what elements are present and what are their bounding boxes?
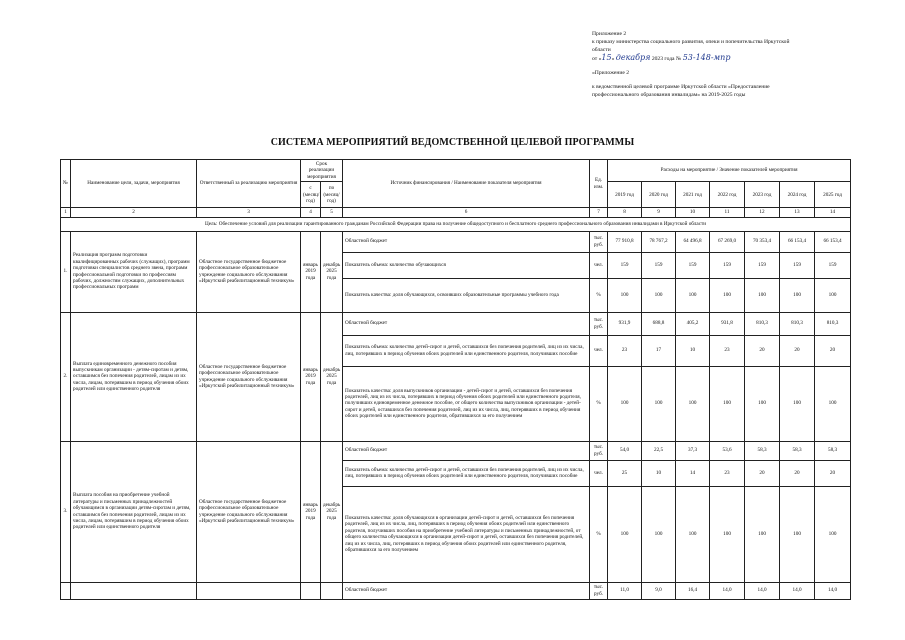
value-cell: 100	[780, 366, 815, 441]
value-cell: 17	[642, 335, 676, 366]
appendix-block	[592, 30, 892, 99]
value-cell: 405,2	[676, 312, 710, 335]
unit-cell: %	[590, 486, 608, 582]
value-cell: 11,0	[608, 582, 642, 599]
activity-name: Выплата единовременного денежного пособия выпускникам организации - детям-сиротам и детям, оставшимся без попечения родителей, лицам из их числа, лицам, потерявшим в период обучения обоих родителей или единственного родителя	[71, 312, 197, 441]
value-cell: 931,8	[710, 312, 745, 335]
value-cell: 22,5	[642, 441, 676, 460]
value-cell: 100	[710, 366, 745, 441]
value-cell: 100	[676, 278, 710, 312]
column-number: 8	[608, 208, 642, 217]
column-number: 10	[676, 208, 710, 217]
value-cell: 25	[608, 460, 642, 486]
value-cell: 70 353,4	[745, 231, 780, 252]
value-cell: 100	[676, 486, 710, 582]
row-number: 3.	[61, 441, 71, 582]
column-number: 6	[343, 208, 590, 217]
unit-cell: %	[590, 366, 608, 441]
value-cell: 23	[710, 460, 745, 486]
responsible	[197, 582, 301, 599]
value-cell: 23	[608, 335, 642, 366]
column-number: 5	[321, 208, 343, 217]
value-cell: 14,0	[780, 582, 815, 599]
value-cell: 100	[745, 366, 780, 441]
column-number-row	[61, 208, 851, 217]
value-cell: 159	[815, 252, 851, 278]
column-number: 2	[71, 208, 197, 217]
program-table	[60, 159, 851, 600]
column-number: 11	[710, 208, 745, 217]
unit-cell: тыс. руб.	[590, 582, 608, 599]
header-name: Наименование цели, задачи, мероприятия	[71, 160, 197, 208]
value-cell: 100	[710, 486, 745, 582]
unit-cell: %	[590, 278, 608, 312]
header-year: 2021 год	[676, 182, 710, 208]
value-cell: 58,3	[745, 441, 780, 460]
value-cell: 20	[780, 460, 815, 486]
value-cell: 159	[780, 252, 815, 278]
date-month: декабря	[615, 53, 651, 62]
row-number: 1.	[61, 231, 71, 312]
date-prefix: от «	[592, 56, 602, 62]
value-cell: 100	[642, 486, 676, 582]
value-cell: 100	[815, 278, 851, 312]
table-header	[61, 160, 851, 218]
period-to: декабрь 2025 года	[321, 312, 343, 441]
period-from: январь 2019 года	[301, 441, 321, 582]
responsible: Областное государственное бюджетное профессиональное образовательное учреждение социального обслуживания «Иркутский реабилитационный техникум»	[197, 441, 301, 582]
value-cell: 66 153,4	[780, 231, 815, 252]
responsible: Областное государственное бюджетное профессиональное образовательное учреждение социального обслуживания «Иркутский реабилитационный техникум»	[197, 312, 301, 441]
value-cell: 20	[815, 335, 851, 366]
unit-cell: чел.	[590, 252, 608, 278]
value-cell: 16,4	[676, 582, 710, 599]
value-cell: 159	[608, 252, 642, 278]
value-cell: 100	[780, 486, 815, 582]
header-year: 2025 год	[815, 182, 851, 208]
header-year: 2019 год	[608, 182, 642, 208]
value-cell: 54,0	[608, 441, 642, 460]
row-number	[61, 582, 71, 599]
appendix-line: к ведомственной целевой программе Иркутской области «Предоставление	[592, 84, 770, 90]
value-cell: 20	[745, 335, 780, 366]
period-from	[301, 582, 321, 599]
unit-cell: чел.	[590, 460, 608, 486]
header-no: №	[61, 160, 71, 208]
indicator-label: Областной бюджет	[343, 312, 590, 335]
value-cell: 159	[642, 252, 676, 278]
goal-row: Цель: Обеспечение условий для реализации гарантированного гражданам Российской Федерации права на получение общедоступного и бесплатного среднего профессионального образования инвалидами в Иркутской области	[61, 217, 851, 231]
value-cell: 810,3	[745, 312, 780, 335]
value-cell: 14	[676, 460, 710, 486]
column-number: 13	[780, 208, 815, 217]
appendix-line: Приложение 2	[592, 31, 627, 37]
indicator-label: Показатель качества: доля выпускников организации - детей-сирот и детей, оставшихся без попечения родителей, лиц из их числа, потерявших в период обучения обоих родителей или единственного родителя, получивших единовременное денежное пособие, от общего количества выпускников организации - детей-сирот и детей, оставшихся без попечения родителей, лиц из их числа, лиц, потерявших в период обучения обоих родителей или единственного родителя, обратившихся за его получением	[343, 366, 590, 441]
value-cell: 100	[642, 366, 676, 441]
responsible: Областное государственное бюджетное профессиональное образовательное учреждение социального обслуживания «Иркутский реабилитационный техникум»	[197, 231, 301, 312]
period-from: январь 2019 года	[301, 312, 321, 441]
value-cell: 10	[676, 335, 710, 366]
document-title: СИСТЕМА МЕРОПРИЯТИЙ ВЕДОМСТВЕННОЙ ЦЕЛЕВОЙ ПРОГРАММЫ	[270, 137, 635, 148]
table-body	[61, 217, 851, 599]
period-to	[321, 582, 343, 599]
table-row	[61, 231, 851, 252]
column-number: 12	[745, 208, 780, 217]
header-year: 2024 год	[780, 182, 815, 208]
value-cell: 159	[710, 252, 745, 278]
header-expenses: Расходы на мероприятие / Значение показателей мероприятия	[608, 160, 851, 182]
value-cell: 64 496,8	[676, 231, 710, 252]
row-number: 2.	[61, 312, 71, 441]
value-cell: 100	[608, 486, 642, 582]
unit-cell: тыс. руб.	[590, 312, 608, 335]
value-cell: 77 910,8	[608, 231, 642, 252]
value-cell: 14,0	[710, 582, 745, 599]
value-cell: 100	[780, 278, 815, 312]
value-cell: 159	[676, 252, 710, 278]
indicator-label: Показатель объема: количество детей-сирот и детей, оставшихся без попечения родителей, лиц из их числа, лиц, потерявших в период обучения обоих родителей или единственного родителя, получивших пособие	[343, 460, 590, 486]
value-cell: 14,0	[815, 582, 851, 599]
date-day: 15	[601, 53, 612, 62]
header-to: по (месяц/ год)	[321, 182, 343, 208]
header-year: 2020 год	[642, 182, 676, 208]
header-unit: Ед. изм.	[590, 160, 608, 208]
order-number: 53-148-мпр	[682, 53, 731, 62]
activity-name	[71, 582, 197, 599]
header-year: 2023 год	[745, 182, 780, 208]
value-cell: 66 153,4	[815, 231, 851, 252]
value-cell: 810,3	[780, 312, 815, 335]
indicator-label: Показатель объема: количество обучающихся	[343, 252, 590, 278]
value-cell: 100	[745, 278, 780, 312]
appendix-line: «Приложение 2	[592, 70, 630, 76]
appendix-line: к приказу министерства социального развития, опеки и попечительства Иркутской	[592, 39, 790, 45]
table-row	[61, 441, 851, 460]
header-source: Источник финансирования / Наименование показателя мероприятия	[343, 160, 590, 208]
period-to: декабрь 2025 года	[321, 231, 343, 312]
value-cell: 100	[745, 486, 780, 582]
unit-cell: чел.	[590, 335, 608, 366]
column-number: 3	[197, 208, 301, 217]
column-number: 14	[815, 208, 851, 217]
value-cell: 100	[608, 366, 642, 441]
indicator-label: Областной бюджет	[343, 231, 590, 252]
value-cell: 688,8	[642, 312, 676, 335]
column-number: 7	[590, 208, 608, 217]
value-cell: 100	[710, 278, 745, 312]
value-cell: 931,9	[608, 312, 642, 335]
value-cell: 58,3	[815, 441, 851, 460]
table-row	[61, 312, 851, 335]
header-period: Срок реализации мероприятия	[301, 160, 343, 182]
value-cell: 810,3	[815, 312, 851, 335]
date-mid: »	[611, 56, 615, 62]
unit-cell: тыс. руб.	[590, 441, 608, 460]
header-from: с (месяц/ год)	[301, 182, 321, 208]
value-cell: 10	[642, 460, 676, 486]
value-cell: 14,0	[745, 582, 780, 599]
value-cell: 100	[815, 366, 851, 441]
value-cell: 100	[642, 278, 676, 312]
indicator-label: Показатель качества: доля обучающихся в организации детей-сирот и детей, оставшихся без попечения родителей, лиц из их числа, лиц, потерявших в период обучения обоих родителей или единственного родителя, получивших пособия на приобретение учебной литературы и письменных принадлежностей, от общего количества обучающихся в организации детей-сирот и детей, оставшихся без попечения родителей, лиц из их числа, лиц, потерявших в период обучения обоих родителей или единственного родителя, обратившихся за его получением	[343, 486, 590, 582]
indicator-label: Показатель объема: количество детей-сирот и детей, оставшихся без попечения родителей, лиц из их числа, лиц, потерявших в период обучения обоих родителей или единственного родителя, получивших пособие	[343, 335, 590, 366]
indicator-label: Показатель качества: доля обучающихся, освоивших образовательные программы учебного года	[343, 278, 590, 312]
value-cell: 20	[745, 460, 780, 486]
column-number: 9	[642, 208, 676, 217]
appendix-line: области	[592, 47, 611, 53]
value-cell: 159	[745, 252, 780, 278]
appendix-date-line	[592, 54, 892, 63]
column-number: 1	[61, 208, 71, 217]
period-from: январь 2019 года	[301, 231, 321, 312]
header-responsible: Ответственный за реализацию мероприятия	[197, 160, 301, 208]
value-cell: 78 767,2	[642, 231, 676, 252]
value-cell: 23	[710, 335, 745, 366]
appendix-line: профессионального образования инвалидам» на 2019-2025 годы	[592, 92, 746, 98]
column-number: 4	[301, 208, 321, 217]
value-cell: 67 269,0	[710, 231, 745, 252]
value-cell: 37,3	[676, 441, 710, 460]
unit-cell: тыс. руб.	[590, 231, 608, 252]
date-year: 2023 года №	[651, 56, 682, 62]
value-cell: 100	[608, 278, 642, 312]
value-cell: 53,6	[710, 441, 745, 460]
indicator-label: Областной бюджет	[343, 582, 590, 599]
value-cell: 58,3	[780, 441, 815, 460]
header-year: 2022 год	[710, 182, 745, 208]
indicator-label: Областной бюджет	[343, 441, 590, 460]
value-cell: 9,0	[642, 582, 676, 599]
table-row	[61, 582, 851, 599]
period-to: декабрь 2025 года	[321, 441, 343, 582]
value-cell: 20	[815, 460, 851, 486]
value-cell: 20	[780, 335, 815, 366]
activity-name: Реализация программ подготовки квалифицированных рабочих (служащих), программ подготовки специалистов среднего звена, программ профессиональной подготовки по профессиям рабочих, должностям служащих, дополнительных профессиональных программ	[71, 231, 197, 312]
value-cell: 100	[676, 366, 710, 441]
activity-name: Выплата пособия на приобретение учебной литературы и письменных принадлежностей обучающимся в организации детям-сиротам и детям, оставшимся без попечения родителей, лицам из их числа, лицам, потерявшим в период обучения обоих родителей или единственного родителя	[71, 441, 197, 582]
value-cell: 100	[815, 486, 851, 582]
